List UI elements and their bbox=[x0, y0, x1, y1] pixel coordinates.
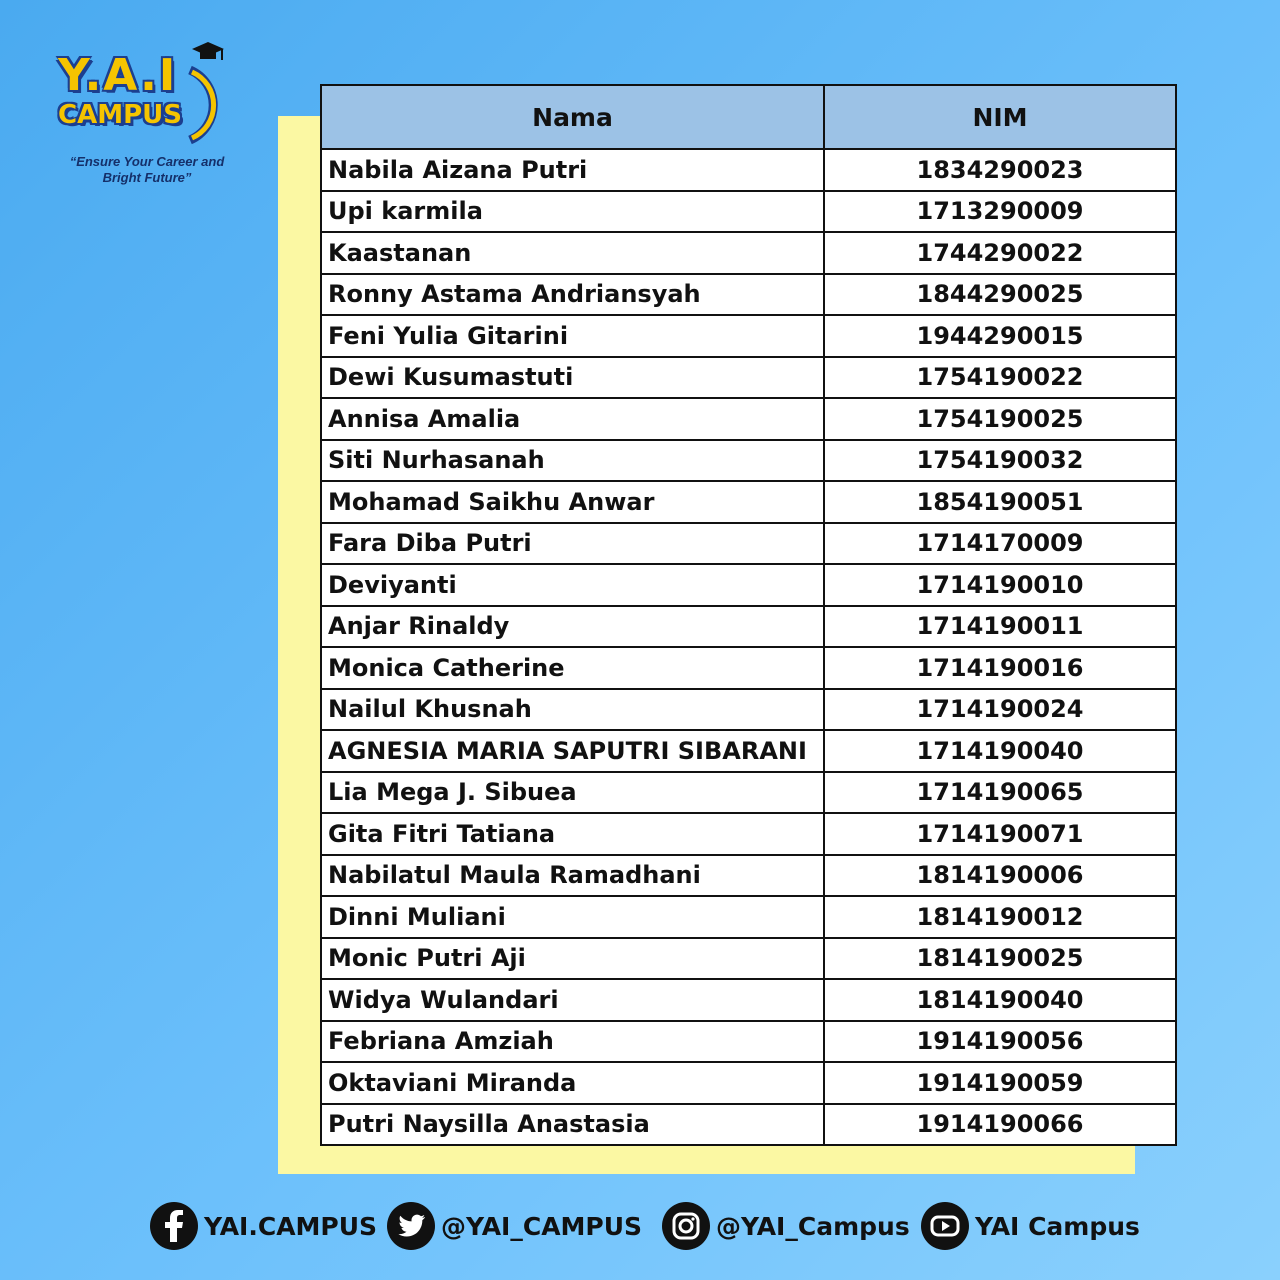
table-row bbox=[321, 730, 1176, 772]
student-name-cell: Monic Putri Aji bbox=[321, 938, 824, 980]
table-row bbox=[321, 855, 1176, 897]
student-nim-cell: 1713290009 bbox=[824, 191, 1176, 233]
table-row bbox=[321, 398, 1176, 440]
student-name-cell: Kaastanan bbox=[321, 232, 824, 274]
student-nim-cell: 1744290022 bbox=[824, 232, 1176, 274]
student-name-cell: Nabila Aizana Putri bbox=[321, 149, 824, 191]
table-header-row bbox=[321, 85, 1176, 149]
student-nim-cell: 1914190056 bbox=[824, 1021, 1176, 1063]
column-header-nim: NIM bbox=[824, 85, 1176, 149]
student-nim-cell: 1714190024 bbox=[824, 689, 1176, 731]
facebook-link[interactable] bbox=[150, 1200, 377, 1252]
student-name-cell: Anjar Rinaldy bbox=[321, 606, 824, 648]
table-row bbox=[321, 896, 1176, 938]
table-row bbox=[321, 1062, 1176, 1104]
student-name-cell: Widya Wulandari bbox=[321, 979, 824, 1021]
student-name-cell: Mohamad Saikhu Anwar bbox=[321, 481, 824, 523]
student-nim-cell: 1844290025 bbox=[824, 274, 1176, 316]
instagram-link[interactable] bbox=[662, 1200, 910, 1252]
student-nim-cell: 1754190032 bbox=[824, 440, 1176, 482]
student-nim-cell: 1714190010 bbox=[824, 564, 1176, 606]
table-row bbox=[321, 149, 1176, 191]
student-nim-cell: 1754190022 bbox=[824, 357, 1176, 399]
social-footer bbox=[0, 1200, 1280, 1252]
student-nim-cell: 1714190011 bbox=[824, 606, 1176, 648]
table-row bbox=[321, 689, 1176, 731]
logo-wordmark-campus: CAMPUS bbox=[58, 100, 182, 130]
student-name-cell: Nailul Khusnah bbox=[321, 689, 824, 731]
instagram-handle: @YAI_Campus bbox=[716, 1211, 910, 1241]
student-nim-cell: 1944290015 bbox=[824, 315, 1176, 357]
student-name-cell: AGNESIA MARIA SAPUTRI SIBARANI bbox=[321, 730, 824, 772]
table-row bbox=[321, 315, 1176, 357]
student-nim-cell: 1814190006 bbox=[824, 855, 1176, 897]
student-name-cell: Ronny Astama Andriansyah bbox=[321, 274, 824, 316]
student-name-cell: Gita Fitri Tatiana bbox=[321, 813, 824, 855]
student-name-cell: Putri Naysilla Anastasia bbox=[321, 1104, 824, 1146]
student-nim-cell: 1914190059 bbox=[824, 1062, 1176, 1104]
student-nim-cell: 1854190051 bbox=[824, 481, 1176, 523]
tagline bbox=[42, 154, 252, 186]
student-name-cell: Oktaviani Miranda bbox=[321, 1062, 824, 1104]
table-row bbox=[321, 274, 1176, 316]
table-row bbox=[321, 1104, 1176, 1146]
column-header-nama: Nama bbox=[321, 85, 824, 149]
facebook-icon bbox=[150, 1202, 198, 1250]
tagline-line-1: “Ensure Your Career and bbox=[69, 154, 225, 169]
student-name-cell: Siti Nurhasanah bbox=[321, 440, 824, 482]
student-nim-cell: 1714190016 bbox=[824, 647, 1176, 689]
student-nim-cell: 1714190071 bbox=[824, 813, 1176, 855]
table-row bbox=[321, 647, 1176, 689]
table-row bbox=[321, 191, 1176, 233]
table-row bbox=[321, 523, 1176, 565]
table-row bbox=[321, 481, 1176, 523]
student-name-cell: Dewi Kusumastuti bbox=[321, 357, 824, 399]
student-nim-cell: 1814190012 bbox=[824, 896, 1176, 938]
table-row bbox=[321, 564, 1176, 606]
student-name-cell: Deviyanti bbox=[321, 564, 824, 606]
table-row bbox=[321, 772, 1176, 814]
twitter-handle: @YAI_CAMPUS bbox=[441, 1211, 643, 1241]
student-name-cell: Annisa Amalia bbox=[321, 398, 824, 440]
student-name-cell: Nabilatul Maula Ramadhani bbox=[321, 855, 824, 897]
tagline-line-2: Bright Future” bbox=[102, 170, 192, 185]
table-row bbox=[321, 440, 1176, 482]
student-name-cell: Febriana Amziah bbox=[321, 1021, 824, 1063]
student-table-container bbox=[320, 84, 1175, 1146]
table-row bbox=[321, 357, 1176, 399]
logo-wordmark-yai: Y.A.I bbox=[58, 50, 178, 101]
student-name-cell: Feni Yulia Gitarini bbox=[321, 315, 824, 357]
student-nim-cell: 1814190025 bbox=[824, 938, 1176, 980]
facebook-handle: YAI.CAMPUS bbox=[204, 1211, 378, 1241]
youtube-link[interactable] bbox=[921, 1200, 1140, 1252]
student-name-cell: Dinni Muliani bbox=[321, 896, 824, 938]
student-name-cell: Lia Mega J. Sibuea bbox=[321, 772, 824, 814]
student-table bbox=[320, 84, 1177, 1146]
table-row bbox=[321, 1021, 1176, 1063]
student-nim-cell: 1834290023 bbox=[824, 149, 1176, 191]
student-name-cell: Monica Catherine bbox=[321, 647, 824, 689]
table-row bbox=[321, 606, 1176, 648]
instagram-icon bbox=[662, 1202, 710, 1250]
student-nim-cell: 1714190065 bbox=[824, 772, 1176, 814]
youtube-icon bbox=[921, 1202, 969, 1250]
youtube-handle: YAI Campus bbox=[975, 1211, 1140, 1241]
student-nim-cell: 1814190040 bbox=[824, 979, 1176, 1021]
table-row bbox=[321, 813, 1176, 855]
table-row bbox=[321, 979, 1176, 1021]
student-name-cell: Fara Diba Putri bbox=[321, 523, 824, 565]
twitter-link[interactable] bbox=[387, 1200, 642, 1252]
table-row bbox=[321, 938, 1176, 980]
table-row bbox=[321, 232, 1176, 274]
student-name-cell: Upi karmila bbox=[321, 191, 824, 233]
student-nim-cell: 1754190025 bbox=[824, 398, 1176, 440]
student-nim-cell: 1914190066 bbox=[824, 1104, 1176, 1146]
student-nim-cell: 1714170009 bbox=[824, 523, 1176, 565]
student-nim-cell: 1714190040 bbox=[824, 730, 1176, 772]
twitter-icon bbox=[387, 1202, 435, 1250]
